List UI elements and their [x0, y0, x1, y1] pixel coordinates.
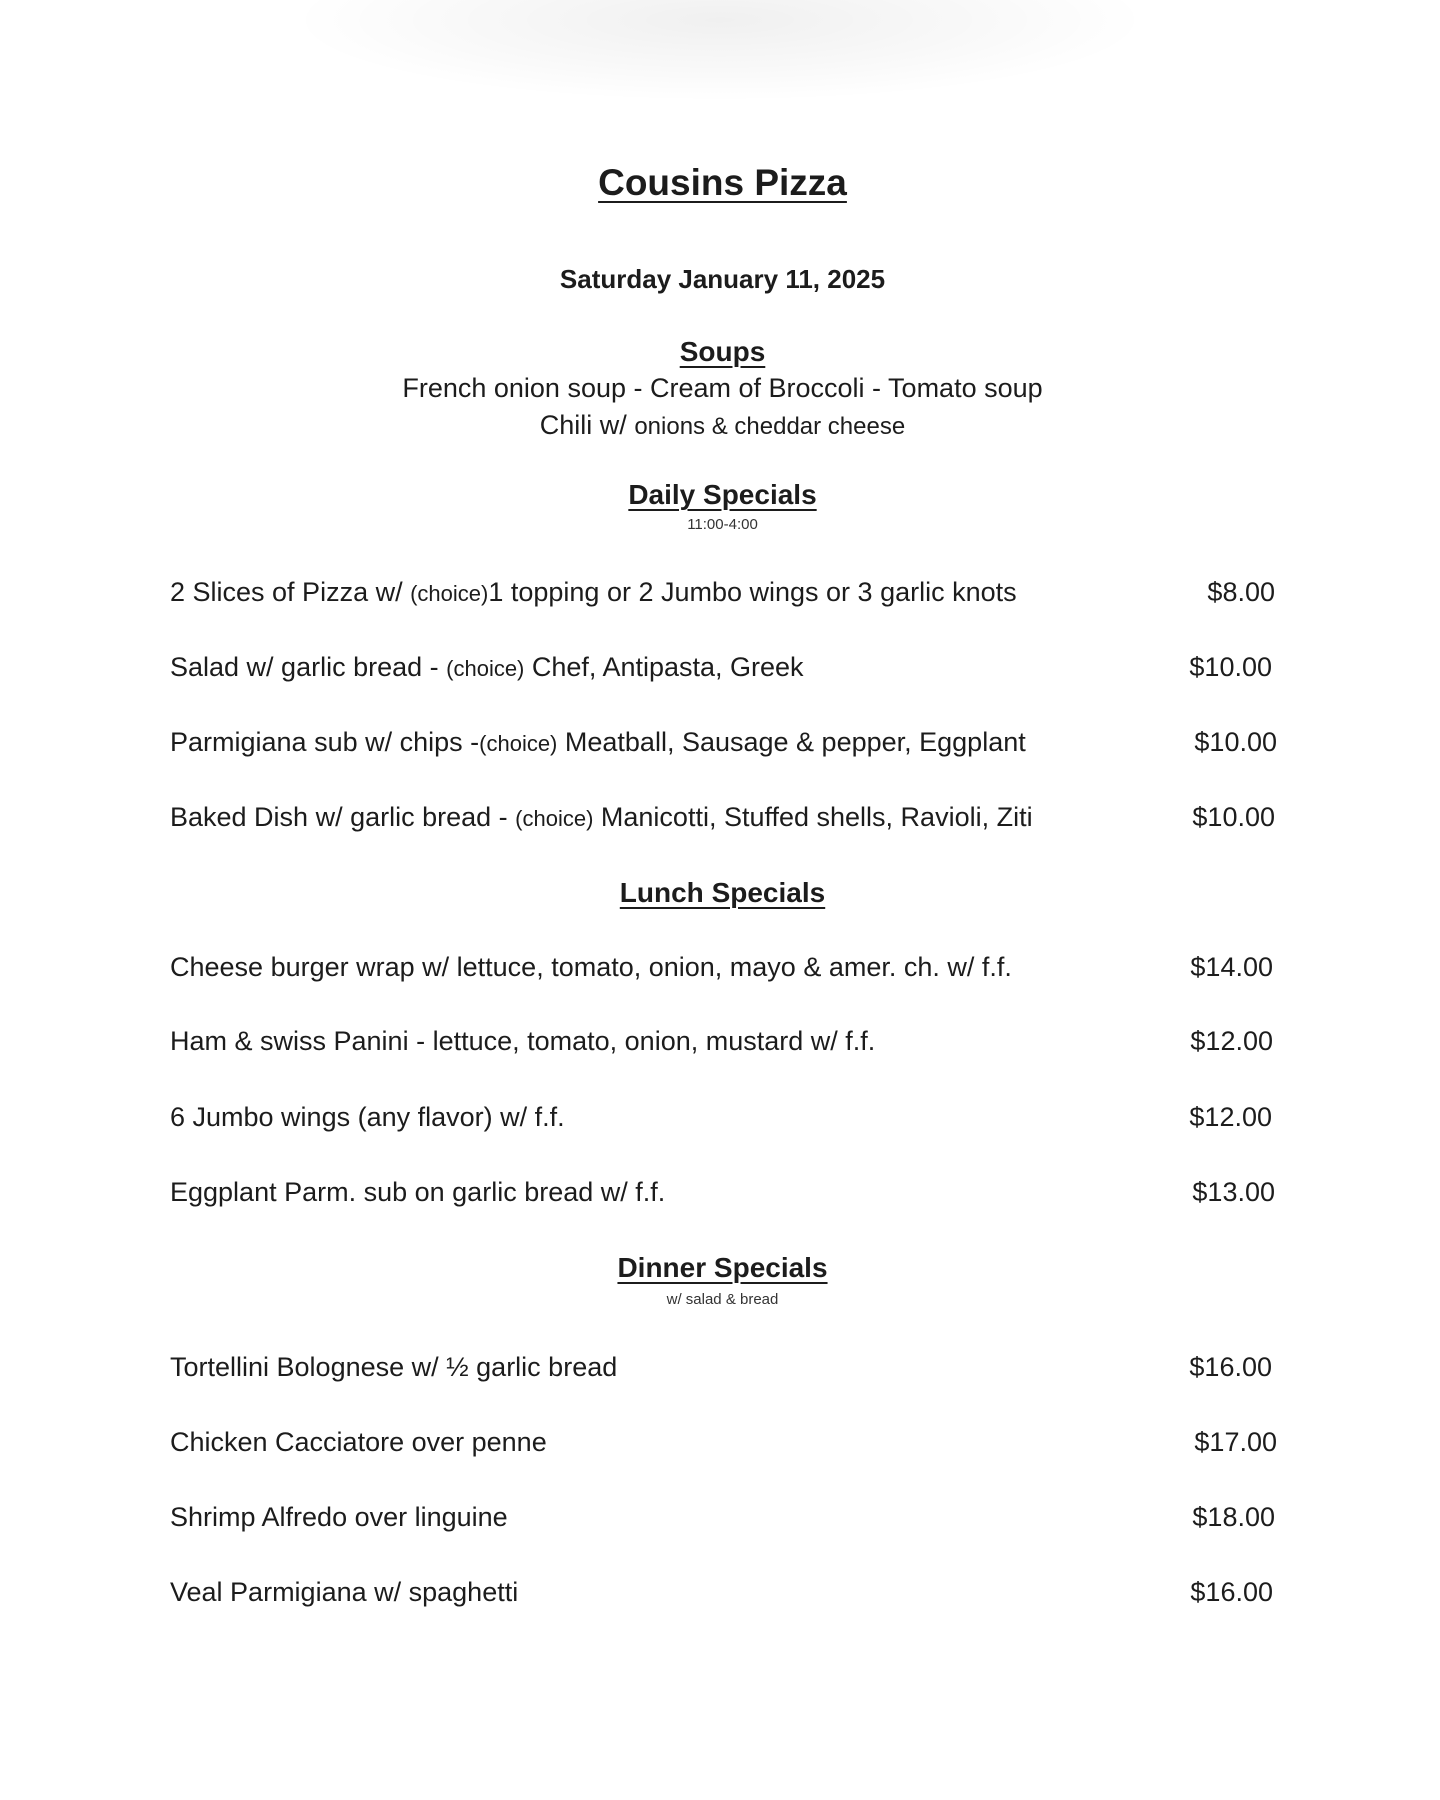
lunch-item-3: 6 Jumbo wings (any flavor) w/ f.f.	[170, 1102, 565, 1132]
daily-item-1-price: $8.00	[1207, 577, 1275, 607]
lunch-item-4-price: $13.00	[1192, 1177, 1275, 1207]
lunch-specials-heading: Lunch Specials	[619, 877, 826, 908]
daily-item-4-text-b: Manicotti, Stuffed shells, Ravioli, Ziti	[593, 802, 1033, 832]
lunch-item-2: Ham & swiss Panini - lettuce, tomato, onion, mustard w/ f.f.	[170, 1026, 876, 1056]
lunch-item-1: Cheese burger wrap w/ lettuce, tomato, onion, mayo & amer. ch. w/ f.f.	[170, 952, 1012, 982]
dinner-specials-heading: Dinner Specials	[617, 1252, 828, 1283]
daily-item-2-text-a: Salad w/ garlic bread -	[170, 652, 447, 682]
dinner-item-3-price: $18.00	[1192, 1502, 1275, 1532]
lunch-item-1-price: $14.00	[1190, 952, 1273, 982]
daily-item-4-choice: (choice)	[515, 806, 594, 831]
dinner-item-1: Tortellini Bolognese w/ ½ garlic bread	[170, 1352, 618, 1382]
menu-date: Saturday January 11, 2025	[559, 264, 886, 294]
dinner-item-4: Veal Parmigiana w/ spaghetti	[170, 1577, 519, 1607]
daily-item-2-price: $10.00	[1189, 652, 1272, 682]
daily-item-3-text-b: Meatball, Sausage & pepper, Eggplant	[557, 727, 1026, 757]
daily-item-1-text-a: 2 Slices of Pizza w/	[170, 577, 411, 607]
dinner-item-2-price: $17.00	[1194, 1427, 1277, 1457]
soups-line-2-prefix: Chili w/	[539, 410, 627, 440]
daily-item-3-price: $10.00	[1194, 727, 1277, 757]
lunch-item-4: Eggplant Parm. sub on garlic bread w/ f.f.	[170, 1177, 666, 1207]
lunch-item-3-price: $12.00	[1189, 1102, 1272, 1132]
dinner-item-3: Shrimp Alfredo over linguine	[170, 1502, 508, 1532]
dinner-item-4-price: $16.00	[1190, 1577, 1273, 1607]
soups-line-2-small: onions & cheddar cheese	[634, 413, 906, 440]
soups-heading: Soups	[679, 336, 766, 367]
page-title: Cousins Pizza	[598, 162, 847, 203]
soups-line-2	[0, 410, 1440, 441]
daily-item-3-choice: (choice)	[479, 731, 558, 756]
daily-item-2-choice: (choice)	[446, 656, 525, 681]
daily-item-2	[170, 652, 804, 683]
lunch-item-2-price: $12.00	[1190, 1026, 1273, 1056]
soups-line-1: French onion soup - Cream of Broccoli - Tomato soup	[402, 373, 1043, 403]
daily-item-2-text-b: Chef, Antipasta, Greek	[524, 652, 804, 682]
daily-specials-hours: 11:00-4:00	[687, 516, 758, 533]
dinner-item-2: Chicken Cacciatore over penne	[170, 1427, 547, 1457]
daily-item-3-text-a: Parmigiana sub w/ chips -	[170, 727, 480, 757]
daily-item-4-price: $10.00	[1192, 802, 1275, 832]
dinner-specials-note: w/ salad & bread	[666, 1291, 779, 1308]
daily-item-4-text-a: Baked Dish w/ garlic bread -	[170, 802, 516, 832]
daily-item-1	[170, 577, 1017, 608]
daily-item-1-choice: (choice)	[410, 581, 489, 606]
daily-specials-heading: Daily Specials	[628, 479, 817, 510]
daily-item-1-text-b: 1 topping or 2 Jumbo wings or 3 garlic knots	[488, 577, 1017, 607]
dinner-item-1-price: $16.00	[1189, 1352, 1272, 1382]
daily-item-3	[170, 727, 1026, 758]
daily-item-4	[170, 802, 1033, 833]
